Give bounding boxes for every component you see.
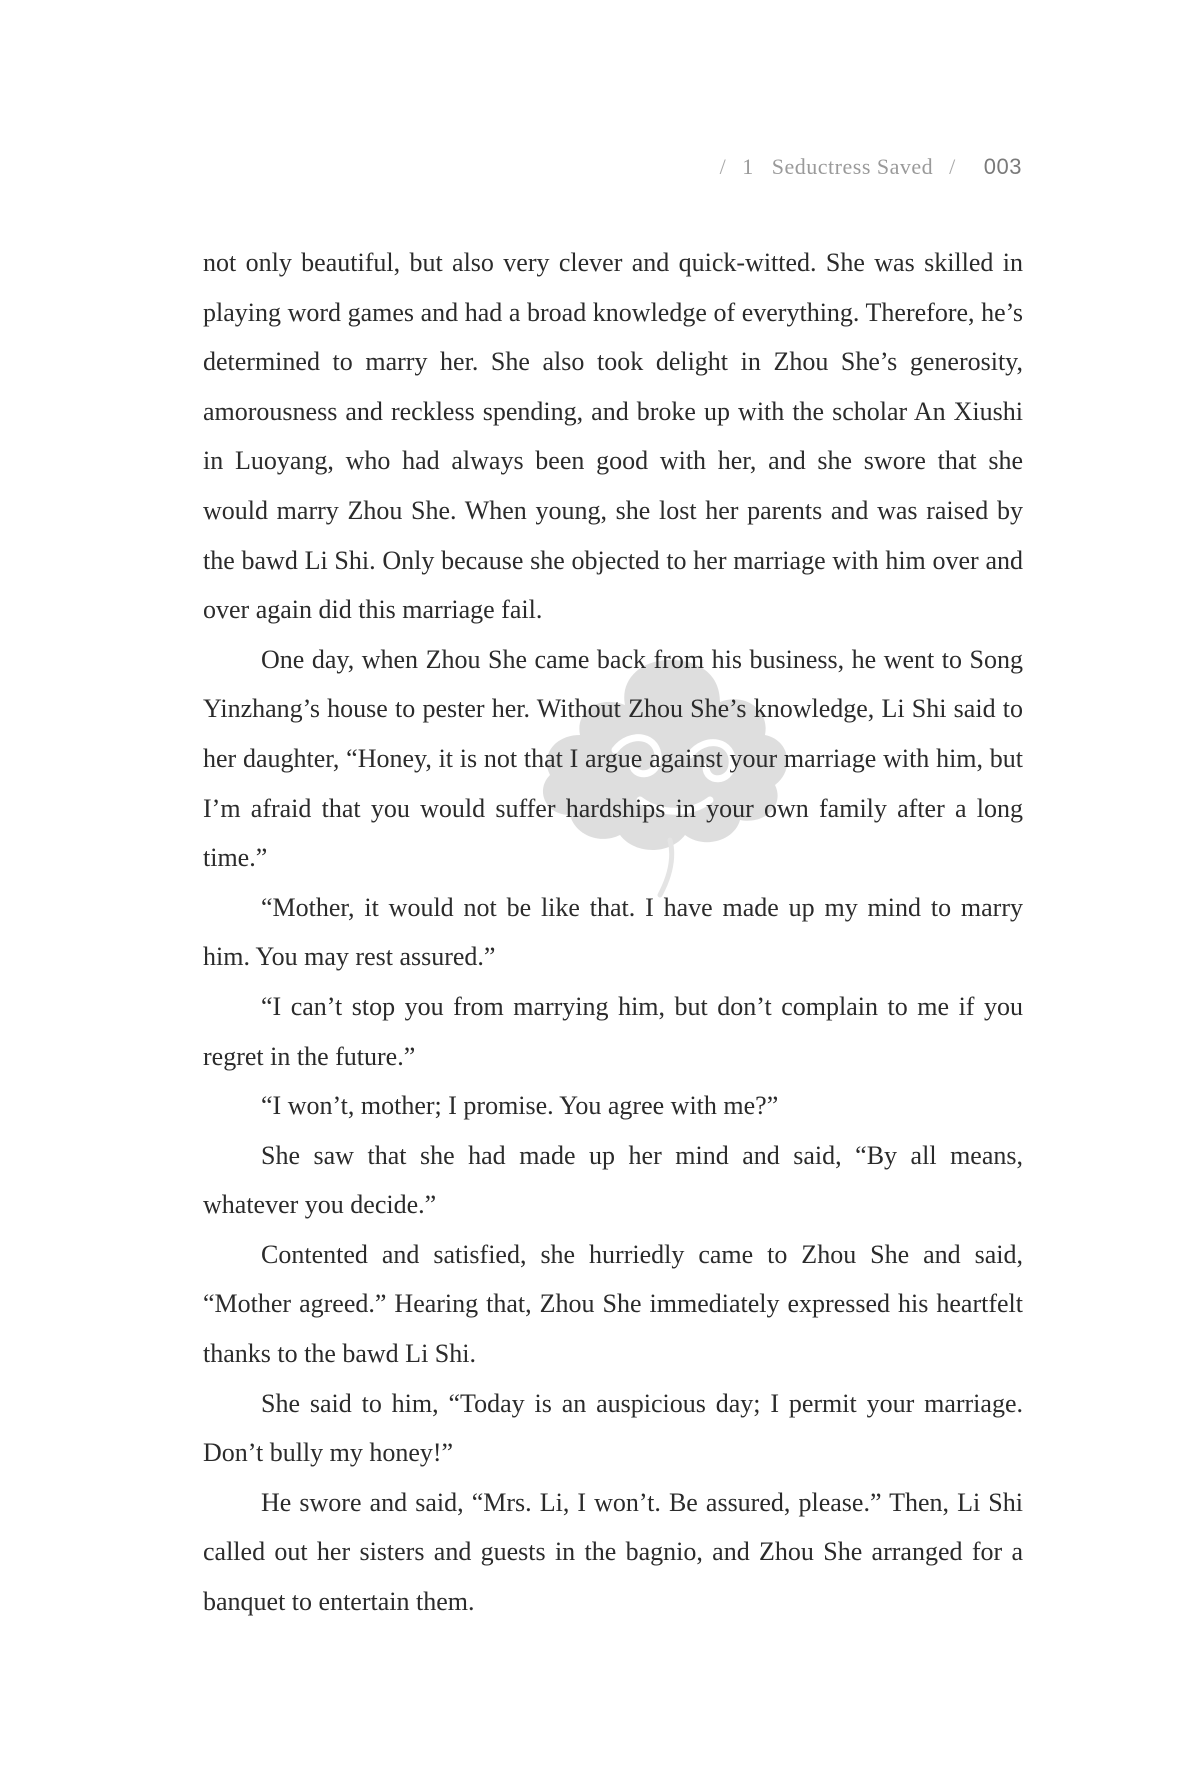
- paragraph-4: “I can’t stop you from marrying him, but don’t complain to me if you regret in the future.”: [203, 991, 1023, 1071]
- chapter-title: Seductress Saved: [771, 154, 934, 179]
- header-slash-left: /: [719, 154, 727, 179]
- page-number: 003: [983, 154, 1022, 179]
- paragraph-5: “I won’t, mother; I promise. You agree with me?”: [261, 1091, 779, 1121]
- chapter-number: 1: [742, 154, 754, 179]
- paragraph-2: One day, when Zhou She came back from his business, he went to Song Yinzhang’s house to pester her. Without Zhou She’s knowledge, Li Shi said to her daughter, “Honey, it is not that I argue against your marriage with him, but I’m afraid that you would suffer hardships in your own family after a long time.”: [203, 644, 1023, 873]
- paragraph-7: Contented and satisfied, she hurriedly came to Zhou She and said, “Mother agreed.” Hearing that, Zhou She immediately expressed his heartfelt thanks to the bawd Li Shi.: [203, 1239, 1023, 1369]
- paragraph-6: She saw that she had made up her mind and said, “By all means, whatever you decide.”: [203, 1140, 1023, 1220]
- body-text: [203, 238, 1023, 1627]
- running-header: [710, 154, 1022, 180]
- paragraph-3: “Mother, it would not be like that. I have made up my mind to marry him. You may rest assured.”: [203, 892, 1023, 972]
- paragraph-8: She said to him, “Today is an auspicious day; I permit your marriage. Don’t bully my honey!”: [203, 1388, 1023, 1468]
- paragraph-1: not only beautiful, but also very clever and quick-witted. She was skilled in playing word games and had a broad knowledge of everything. Therefore, he’s determined to marry her. She also took delight in Zhou She’s generosity, amorousness and reckless spending, and broke up with the scholar An Xiushi in Luoyang, who had always been good with her, and she swore that she would marry Zhou She. When young, she lost her parents and was raised by the bawd Li Shi. Only because she objected to her marriage with him over and over again did this marriage fail.: [203, 248, 1023, 625]
- header-slash-right: /: [949, 154, 956, 179]
- paragraph-9: He swore and said, “Mrs. Li, I won’t. Be assured, please.” Then, Li Shi called out her sisters and guests in the bagnio, and Zhou She arranged for a banquet to entertain them.: [203, 1487, 1023, 1617]
